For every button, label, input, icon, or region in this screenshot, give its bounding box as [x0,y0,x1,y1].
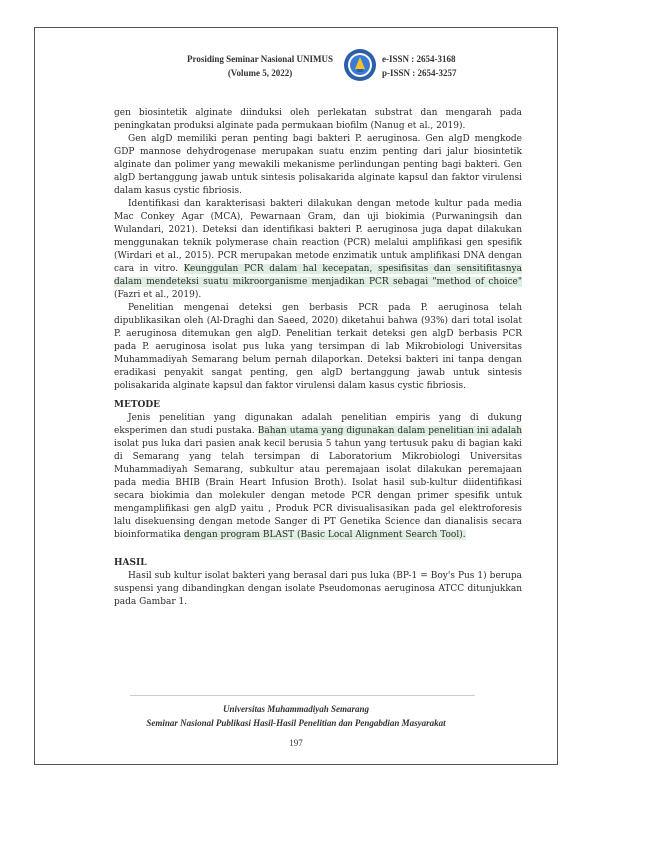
proceedings-title [187,52,333,80]
paragraph: Hasil sub kultur isolat bakteri yang berasal dari pus luka (BP-1 = Boy's Pus 1) berupa suspensi yang dibandingkan dengan isolate Pseudomonas aeruginosa ATCC ditunjukkan pada Gambar 1. [114,571,522,607]
page-footer [35,702,557,750]
highlighted-text: dengan program BLAST (Basic Local Alignment Search Tool). [183,530,466,540]
proceedings-name: Prosiding Seminar Nasional UNIMUS [187,54,333,64]
issn-block [382,52,457,80]
paper-body [114,107,522,609]
footer-university: Universitas Muhammadiyah Semarang [222,704,370,714]
page-header [183,48,523,92]
paragraph: gen biosintetik alginate diinduksi oleh perlekatan substrat dan mengarah pada peningkatan produksi alginate pada permukaan biofilm (Nanug et al., 2019). [114,108,522,131]
footer-divider [130,695,475,696]
page-number: 197 [289,738,303,748]
highlighted-text: Keunggulan PCR dalam hal kecepatan, spesifisitas dan sensitifitasnya dalam mendeteksi suatu mikroorganisme menjadikan PCR sebagai "method of choice" [114,264,522,287]
paragraph: Gen algD memiliki peran penting bagi bakteri P. aeruginosa. Gen algD mengkode GDP mannose dehydrogenase merupakan suatu enzim penting dari jalur biosintetik alginate dan polimer yang mewakili mekanisme perlindungan penting bagi bakteri. Gen algD bertanggung jawab untuk sintesis polisakarida alginate kapsul dan faktor virulensi dalam kasus cystic fibriosis. [114,134,522,196]
paragraph: Penelitian mengenai deteksi gen berbasis PCR pada P. aeruginosa telah dipublikasikan oleh (Al-Draghi dan Saeed, 2020) diketahui bahwa (93%) dari total isolat P. aeruginosa ditemukan gen algD. Penelitian terkait deteksi gen algD berbasis PCR pada P. aeruginosa isolat pus luka yang tersimpan di lab Mikrobiologi Universitas Muhammadiyah Semarang belum pernah dilaporkan. Deteksi bakteri ini tanpa dengan eradikasi penyakit sangat penting, gen algD bertanggung jawab untuk sintesis polisakarida alginate kapsul dan faktor virulensi dalam kasus cystic fibriosis. [114,303,522,391]
highlighted-text: Bahan utama yang digunakan dalam penelitian ini adalah [257,426,522,436]
paragraph: Jenis penelitian yang digunakan adalah penelitian empiris yang di dukung eksperimen dan studi pustaka. Bahan utama yang digunakan dalam penelitian ini adalah isolat pus luka dari pasien anak kecil berusia 5 tahun yang tertusuk paku di bagian kaki di Semarang yang telah tersimpan di Laboratorium Mikrobiologi Universitas Muhammadiyah Semarang, subkultur atau peremajaan isolat dilakukan peremajaan pada media BHIB (Brain Heart Infusion Broth). Isolat hasil sub-kultur diidentifikasi secara biokimia dan molekuler dengan metode PCR dengan primer spesifik untuk mengamplifikasi gen algD yaitu , Produk PCR divisualisasikan pada gel elektroforesis lalu disekuensing dengan metode Sanger di PT Genetika Science dan dianalisis secara bioinformatika dengan program BLAST (Basic Local Alignment Search Tool). [114,413,522,540]
unimus-logo-icon [343,48,377,82]
section-heading-metode: METODE [114,400,161,410]
p-issn: p-ISSN : 2654-3257 [382,68,457,78]
section-heading-hasil: HASIL [114,558,147,568]
paper-page [34,27,558,765]
footer-seminar: Seminar Nasional Publikasi Hasil-Hasil Penelitian dan Pengabdian Masyarakat [146,718,446,728]
paragraph: Identifikasi dan karakterisasi bakteri dilakukan dengan metode kultur pada media Mac Conkey Agar (MCA), Pewarnaan Gram, dan uji biokimia (Purwaningsih dan Wulandari, 2021). Deteksi dan identifikasi bakteri P. aeruginosa juga dapat dilakukan menggunakan teknik polymerase chain reaction (PCR) melalui amplifikasi gen spesifik (Wirdari et al., 2015). PCR merupakan metode enzimatik untuk amplifikasi DNA dengan cara in vitro. Keunggulan PCR dalam hal kecepatan, spesifisitas dan sensitifitasnya dalam mendeteksi suatu mikroorganisme menjadikan PCR sebagai "method of choice" (Fazri et al., 2019). [114,199,522,300]
proceedings-volume: (Volume 5, 2022) [227,68,293,78]
e-issn: e-ISSN : 2654-3168 [382,54,456,64]
